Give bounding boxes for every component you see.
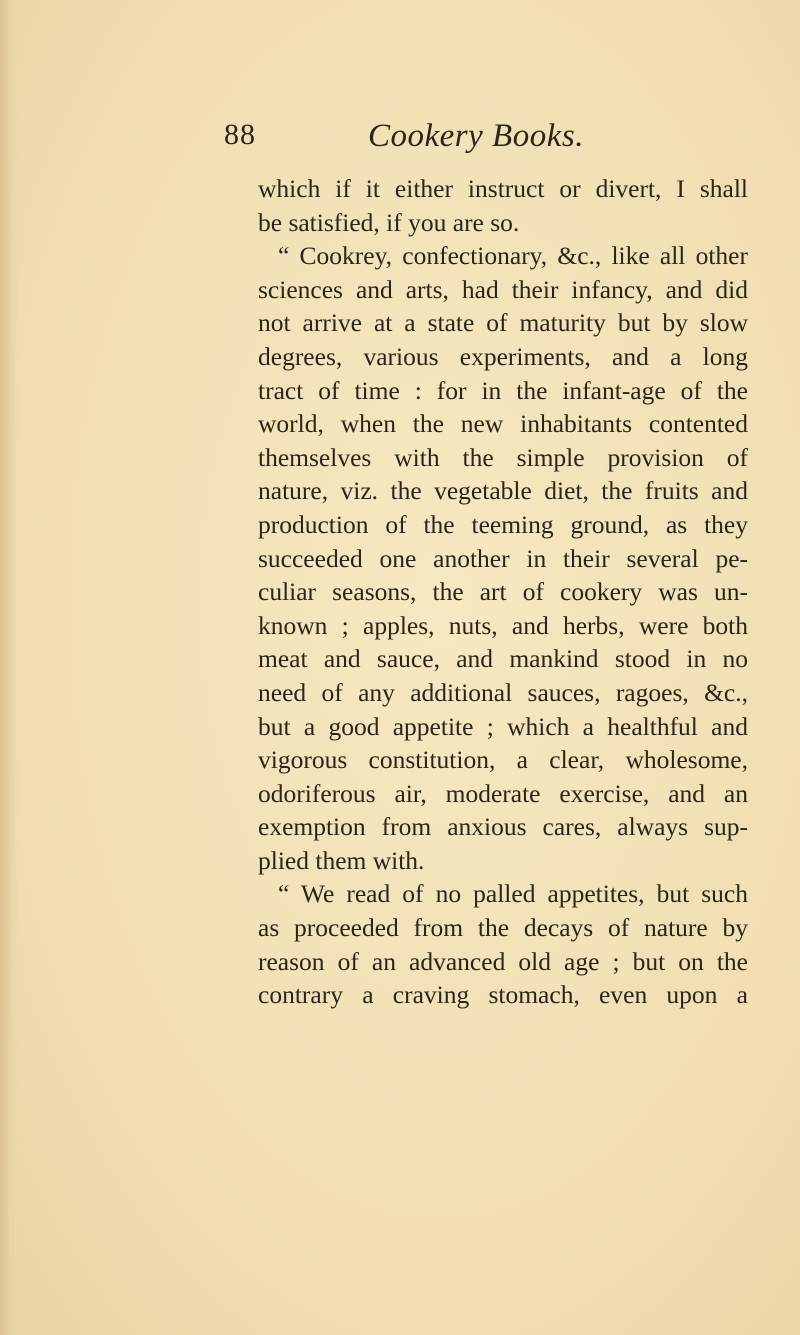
text-line: contrary a craving stomach, even upon a	[258, 980, 748, 1010]
text-line: reason of an advanced old age ; but on the	[258, 946, 748, 976]
text-line: themselves with the simple provision of	[258, 442, 748, 472]
text-line: succeeded one another in their several pe-	[258, 543, 748, 573]
text-line: as proceeded from the decays of nature by	[258, 913, 748, 943]
text-line: vigorous constitution, a clear, wholesome,	[258, 745, 748, 775]
text-line: culiar seasons, the art of cookery was un-	[258, 577, 748, 607]
text-line: tract of time : for in the infant-age of the	[258, 375, 748, 405]
text-line: degrees, various experiments, and a long	[258, 341, 748, 371]
text-line: be satisfied, if you are so.	[258, 207, 520, 237]
text-line: “ We read of no palled appetites, but such	[278, 879, 748, 909]
text-line: meat and sauce, and mankind stood in no	[258, 644, 748, 674]
text-line: plied them with.	[258, 845, 425, 875]
text-line: but a good appetite ; which a healthful and	[258, 711, 748, 741]
text-line: odoriferous air, moderate exercise, and an	[258, 778, 748, 808]
text-line: nature, viz. the vegetable diet, the fruits and	[258, 476, 748, 506]
text-line: sciences and arts, had their infancy, and did	[258, 274, 748, 304]
text-line: production of the teeming ground, as they	[258, 509, 748, 539]
text-line: not arrive at a state of maturity but by slow	[258, 308, 748, 338]
text-line: which if it either instruct or divert, I shall	[258, 174, 748, 203]
text-line: world, when the new inhabitants contented	[258, 409, 748, 439]
page-header	[0, 118, 800, 162]
text-line: exemption from anxious cares, always sup-	[258, 812, 748, 842]
text-line: known ; apples, nuts, and herbs, were both	[258, 610, 748, 640]
text-line: need of any additional sauces, ragoes, &c.,	[258, 677, 748, 707]
body-text	[258, 172, 748, 1012]
page-number: 88	[224, 118, 256, 151]
running-title: Cookery Books.	[368, 118, 584, 154]
page-edge	[0, 0, 18, 1335]
text-line: “ Cookrey, confectionary, &c., like all other	[278, 241, 748, 271]
